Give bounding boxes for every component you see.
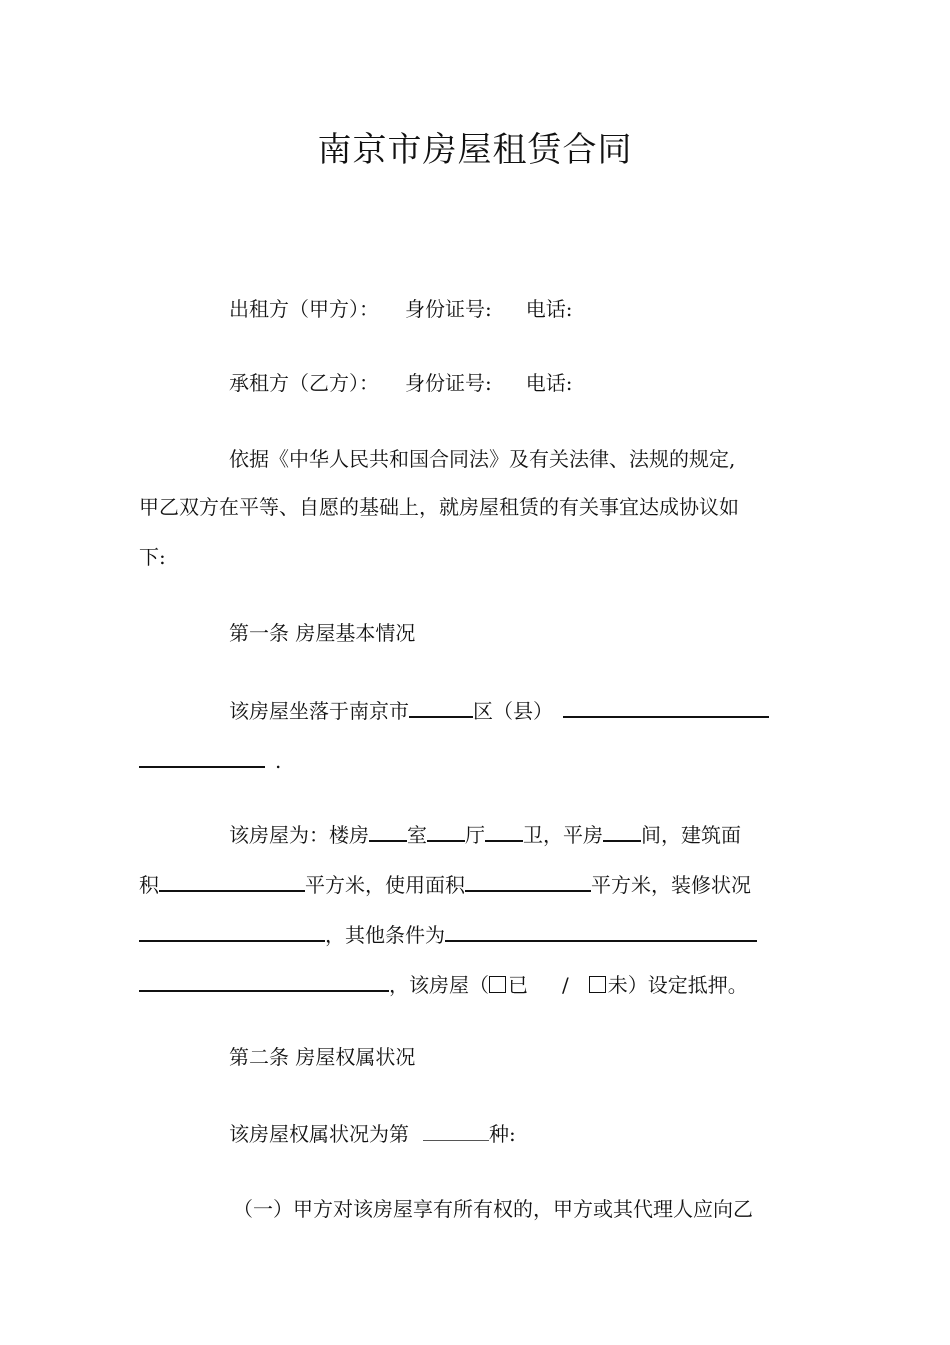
unit-label: 间，建筑面	[641, 823, 741, 847]
status-suffix: 种:	[489, 1122, 516, 1146]
usable-unit: 平方米，装修状况	[591, 873, 751, 897]
preamble-line-1: 依据《中华人民共和国合同法》及有关法律、法规的规定,	[229, 447, 736, 471]
other-conditions-blank[interactable]	[445, 918, 757, 942]
area-line	[139, 868, 751, 900]
lessor-label: 出租方（甲方）：	[229, 297, 379, 321]
lessee-label: 承租方（乙方）：	[229, 371, 379, 395]
hall-count-blank[interactable]	[427, 818, 465, 842]
room-label: 室	[407, 823, 427, 847]
layout-line	[229, 818, 741, 850]
usable-area-blank[interactable]	[465, 868, 591, 892]
address-blank[interactable]	[563, 694, 769, 718]
other-conditions-blank-continued[interactable]	[139, 968, 389, 992]
bath-label: 卫，平房	[523, 823, 603, 847]
mortgage-no-checkbox[interactable]	[589, 976, 606, 993]
status-prefix: 该房屋权属状况为第	[229, 1122, 409, 1146]
room-count-blank[interactable]	[369, 818, 407, 842]
area-prefix: 积	[139, 873, 159, 897]
building-area-blank[interactable]	[159, 868, 305, 892]
article1-heading: 第一条 房屋基本情况	[229, 621, 416, 645]
mortgage-line	[139, 968, 748, 1000]
address-blank-continued[interactable]	[139, 744, 265, 768]
lessor-line	[229, 294, 573, 324]
bungalow-count-blank[interactable]	[603, 818, 641, 842]
district-label: 区（县）	[473, 699, 553, 723]
not-yet-label: 未）设定抵押。	[607, 973, 748, 997]
document-title: 南京市房屋租赁合同	[317, 130, 633, 170]
lessee-phone-label: 电话:	[525, 371, 573, 395]
lessor-phone-label: 电话:	[525, 297, 573, 321]
conditions-line	[139, 918, 757, 950]
layout-prefix: 该房屋为：楼房	[229, 823, 369, 847]
district-blank[interactable]	[409, 694, 473, 718]
already-label: 已	[508, 973, 528, 997]
hall-label: 厅	[465, 823, 485, 847]
location-end: .	[275, 749, 282, 773]
preamble-line-2: 甲乙双方在平等、自愿的基础上，就房屋租赁的有关事宜达成协议如	[139, 495, 739, 519]
article2-heading: 第二条 房屋权属状况	[229, 1045, 416, 1069]
ownership-status-line	[229, 1118, 516, 1149]
article2-clause-1: （一）甲方对该房屋享有所有权的，甲方或其代理人应向乙	[233, 1197, 753, 1221]
lessor-id-label: 身份证号:	[405, 297, 492, 321]
decoration-blank[interactable]	[139, 918, 325, 942]
lessee-line	[229, 368, 573, 398]
lessee-id-label: 身份证号:	[405, 371, 492, 395]
location-prefix: 该房屋坐落于南京市	[229, 699, 409, 723]
bath-count-blank[interactable]	[485, 818, 523, 842]
preamble-line-3: 下:	[139, 545, 166, 569]
mortgage-prefix: ，该房屋（	[389, 973, 489, 997]
slash: /	[562, 973, 569, 997]
status-type-blank[interactable]	[423, 1118, 489, 1141]
location-line	[229, 694, 769, 726]
mortgage-yes-checkbox[interactable]	[489, 976, 506, 993]
location-line-2	[139, 744, 281, 776]
other-conditions-label: ，其他条件为	[325, 923, 445, 947]
area-unit: 平方米，使用面积	[305, 873, 465, 897]
